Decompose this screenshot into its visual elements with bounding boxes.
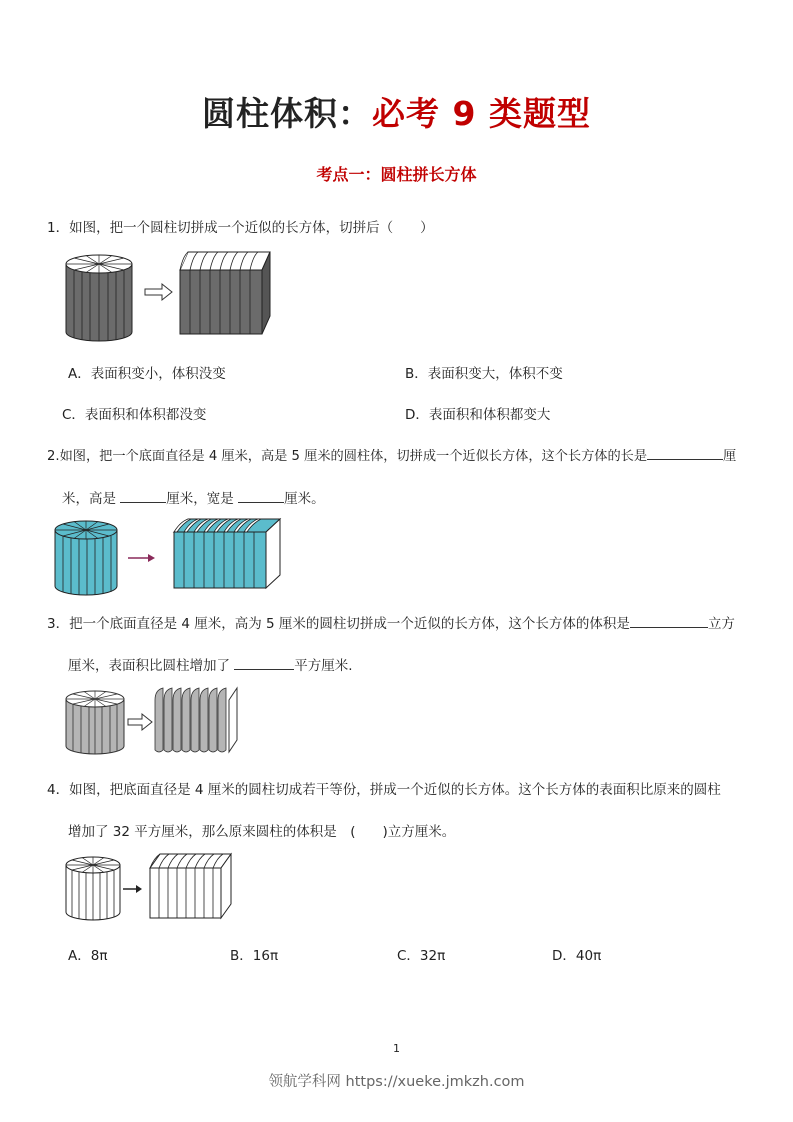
question-2-line-1: [47, 445, 736, 464]
question-4-line-2: 增加了 32 平方厘米，那么原来圆柱的体积是 ( )立方厘米。: [68, 824, 456, 840]
q4-option-c: C．32π: [397, 948, 446, 964]
question-4-line-1: 4．如图，把底面直径是 4 厘米的圆柱切成若干等份，拼成一个近似的长方体。这个长方体的表面积比原来的圆柱: [47, 782, 721, 798]
q1-option-c: C．表面积和体积都没变: [62, 407, 207, 423]
q1-option-a: A．表面积变小，体积没变: [68, 366, 226, 382]
question-3-line-1: [47, 612, 735, 632]
q2-text-a: 2.如图，把一个底面直径是 4 厘米，高是 5 厘米的圆柱体，切拼成一个近似长方体，这个长方体的长是: [47, 449, 648, 464]
q2-blank-length[interactable]: [647, 445, 723, 460]
q2-text-c: 米，高是: [62, 491, 121, 507]
section-heading: 考点一：圆柱拼长方体: [316, 165, 477, 184]
q1-option-d: D．表面积和体积都变大: [405, 407, 551, 423]
q3-text-d: 平方厘米.: [294, 658, 353, 674]
q4-option-b: B．16π: [230, 948, 279, 964]
figure-3-cylinder-to-cuboid: [64, 684, 239, 758]
question-2-line-2: [62, 487, 325, 507]
q2-text-e: 厘米。: [284, 491, 325, 507]
q2-blank-width[interactable]: [238, 488, 284, 503]
question-1-text: 1．如图，把一个圆柱切拼成一个近似的长方体，切拼后（ ）: [47, 220, 434, 236]
q1-option-b: B．表面积变大，体积不变: [405, 366, 563, 382]
figure-1-cylinder-to-cuboid: [62, 244, 277, 344]
title-black: 圆柱体积：: [202, 94, 373, 133]
q2-text-b: 厘: [723, 449, 737, 464]
question-3-line-2: [68, 654, 353, 674]
page-number: 1: [393, 1042, 400, 1055]
figure-4-cylinder-to-cuboid: [64, 850, 236, 924]
q3-text-a: 3．把一个底面直径是 4 厘米，高为 5 厘米的圆柱切拼成一个近似的长方体，这个长方体的体积是: [47, 616, 630, 632]
q4-option-d: D．40π: [552, 948, 602, 964]
page-title: [0, 88, 793, 135]
q2-text-d: 厘米，宽是: [166, 491, 239, 507]
q3-text-b: 立方: [707, 616, 735, 632]
title-red: 必考 9 类题型: [372, 94, 591, 133]
q4-option-a: A．8π: [68, 948, 108, 964]
q2-blank-height[interactable]: [120, 488, 166, 503]
figure-2-cylinder-to-cuboid: [52, 514, 284, 598]
q3-blank-volume[interactable]: [630, 613, 708, 628]
q3-blank-area[interactable]: [234, 655, 294, 670]
footer-watermark: 领航学科网 https://xueke.jmkzh.com: [268, 1074, 525, 1090]
q3-text-c: 厘米，表面积比圆柱增加了: [68, 658, 235, 674]
